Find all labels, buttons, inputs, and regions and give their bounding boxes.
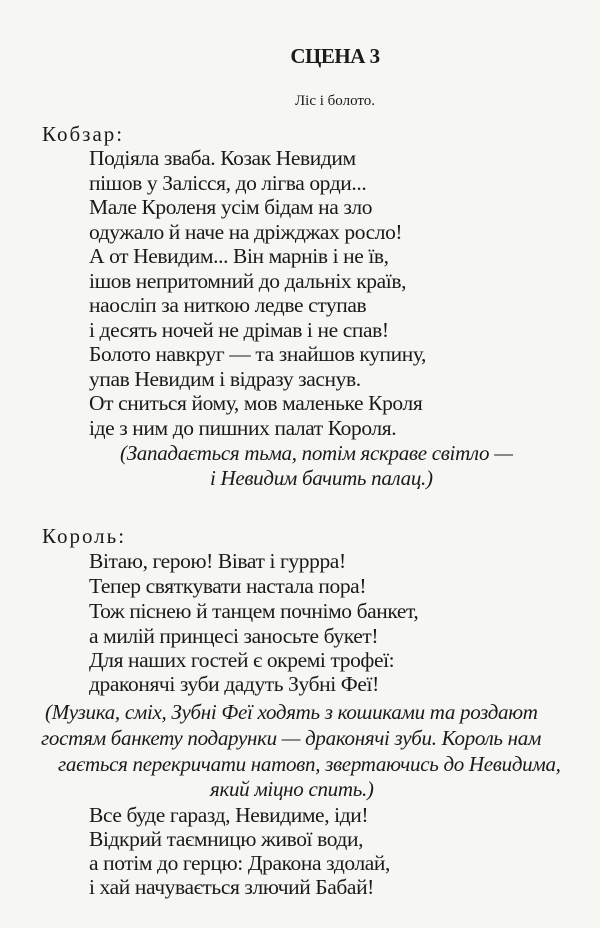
speaker-korol: Король: (42, 524, 127, 548)
stage-direction-line: (Западається тьма, потім яскраве світло — (120, 441, 513, 465)
verse-line: От сниться йому, мов маленьке Кроля (89, 391, 423, 415)
verse-line: іде з ним до пишних палат Короля. (89, 415, 397, 440)
verse-line: одужало й наче на дріжджах росло! (89, 219, 403, 244)
verse-line: а потім до герцю: Дракона здолай, (89, 851, 390, 875)
stage-direction-line: (Музика, сміх, Зубні Феї ходять з кошиками та роздают (45, 700, 538, 724)
scene-title: СЦЕНА 3 (290, 44, 380, 68)
stage-direction-line: який міцно спить.) (210, 777, 374, 801)
verse-line: Для наших гостей є окремі трофеї: (89, 648, 395, 672)
verse-line: Мале Кроленя усім бідам на зло (89, 195, 373, 219)
verse-line: драконячі зуби дадуть Зубні Феї! (89, 672, 379, 696)
verse-line: наосліп за ниткою ледве ступав (89, 293, 367, 317)
verse-line: ішов непритомний до дальніх країв, (89, 268, 407, 293)
speaker-kobzar: Кобзар: (42, 122, 125, 146)
verse-line: Подіяла зваба. Козак Невидим (89, 146, 356, 170)
verse-line: пішов у Залісся, до лігва орди... (89, 170, 367, 195)
verse-line: і хай начувається злючий Бабай! (89, 875, 374, 899)
verse-line: Болото навкруг — та знайшов купину, (89, 342, 427, 366)
stage-direction-line: гається перекричати натовп, звертаючись до Невидима, (58, 752, 561, 776)
scene-setting: Ліс і болото. (295, 93, 375, 109)
stage-direction-line: і Невидим бачить палац.) (210, 466, 433, 490)
verse-line: Тож піснею й танцем почнімо банкет, (89, 599, 419, 623)
verse-line: Відкрий таємницю живої води, (89, 827, 364, 851)
verse-line: Тепер святкувати настала пора! (89, 574, 367, 598)
verse-line: і десять ночей не дрімав і не спав! (89, 317, 389, 342)
verse-line: Все буде гаразд, Невидиме, іди! (89, 803, 369, 827)
verse-line: упав Невидим і відразу заснув. (89, 366, 361, 391)
verse-line: а милій принцесі заносьте букет! (89, 624, 379, 648)
stage-direction-line: гостям банкету подарунки — драконячі зуби. Король нам (41, 726, 542, 750)
verse-line: Вітаю, герою! Віват і гуррра! (89, 549, 346, 573)
verse-line: А от Невидим... Він марнів і не їв, (89, 244, 389, 268)
